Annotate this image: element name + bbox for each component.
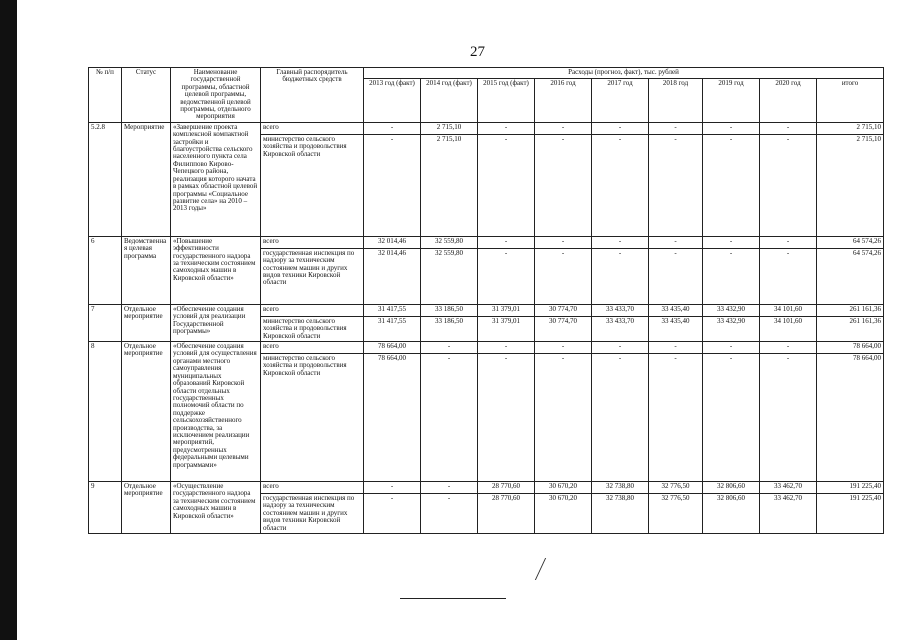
row-value: - (478, 354, 535, 482)
header-year: 2016 год (535, 79, 592, 123)
row-num: 7 (89, 304, 122, 341)
table-body (89, 68, 884, 534)
row-value: 33 433,70 (592, 304, 649, 316)
row-value: 28 770,60 (478, 494, 535, 534)
row-total: 261 161,36 (817, 304, 884, 316)
row-value: - (592, 134, 649, 236)
row-num: 6 (89, 236, 122, 304)
header-year: 2020 год (760, 79, 817, 123)
row-value: - (421, 494, 478, 534)
row-value: 32 806,60 (703, 494, 760, 534)
row-value: - (703, 134, 760, 236)
footer-rule (400, 598, 506, 599)
row-value: - (478, 236, 535, 248)
row-value: 32 776,50 (649, 482, 703, 494)
row-value: 33 432,90 (703, 316, 760, 341)
row-total: 78 664,00 (817, 354, 884, 482)
row-distributor: всего (261, 236, 364, 248)
row-value: 31 379,01 (478, 316, 535, 341)
row-value: - (649, 236, 703, 248)
header-year: 2019 год (703, 79, 760, 123)
row-total: 2 715,10 (817, 134, 884, 236)
row-value: 28 770,60 (478, 482, 535, 494)
row-value: - (364, 494, 421, 534)
expenses-table (88, 67, 884, 534)
row-value: - (760, 248, 817, 304)
row-value: - (592, 248, 649, 304)
row-value: - (592, 122, 649, 134)
row-total: 2 715,10 (817, 122, 884, 134)
header-year: 2017 год (592, 79, 649, 123)
header-status: Статус (122, 68, 171, 123)
row-distributor: министерство сельского хозяйства и продовольствия Кировской области (261, 354, 364, 482)
row-value: 32 014,46 (364, 236, 421, 248)
row-num: 8 (89, 342, 122, 482)
row-value: - (535, 354, 592, 482)
row-value: 33 435,40 (649, 304, 703, 316)
row-num: 9 (89, 482, 122, 534)
row-distributor: всего (261, 304, 364, 316)
row-status: Отдельное мероприятие (122, 342, 171, 482)
row-value: - (649, 134, 703, 236)
row-value: 33 186,50 (421, 316, 478, 341)
row-value: 32 806,60 (703, 482, 760, 494)
row-value: - (760, 354, 817, 482)
table-row (89, 122, 884, 134)
row-distributor: всего (261, 342, 364, 354)
row-status: Мероприятие (122, 122, 171, 236)
header-year: 2014 год (факт) (421, 79, 478, 123)
row-value: 30 670,20 (535, 494, 592, 534)
header-year: 2018 год (649, 79, 703, 123)
header-year: 2013 год (факт) (364, 79, 421, 123)
row-value: 31 379,01 (478, 304, 535, 316)
row-value: - (535, 134, 592, 236)
row-value: - (421, 354, 478, 482)
row-value: 32 014,46 (364, 248, 421, 304)
row-name: «Обеспечение создания условий для реализации Государственной программы» (171, 304, 261, 341)
row-value: - (649, 122, 703, 134)
row-total: 78 664,00 (817, 342, 884, 354)
row-num: 5.2.8 (89, 122, 122, 236)
row-value: 30 670,20 (535, 482, 592, 494)
pen-mark (535, 558, 558, 580)
row-value: 34 101,60 (760, 316, 817, 341)
header-distributor: Главный распорядитель бюджетных средств (261, 68, 364, 123)
table-row (89, 236, 884, 248)
row-value: - (703, 354, 760, 482)
row-value: 34 101,60 (760, 304, 817, 316)
row-value: 30 774,70 (535, 316, 592, 341)
row-name: «Обеспечение создания условий для осуществления органами местного самоуправления муниципальных образований Кировской области отдельных государственных полномочий области по поддержке сельскохозяйственного производства, за исключением реализации мероприятий, предусмотренных федеральными целевыми программами» (171, 342, 261, 482)
row-value: - (478, 134, 535, 236)
row-value: 33 433,70 (592, 316, 649, 341)
page-number: 27 (470, 44, 485, 60)
row-distributor: государственная инспекция по надзору за техническим состоянием машин и других видов техники Кировской области (261, 494, 364, 534)
row-total: 261 161,36 (817, 316, 884, 341)
row-value: 33 432,90 (703, 304, 760, 316)
row-value: 32 738,80 (592, 494, 649, 534)
row-value: 33 462,70 (760, 494, 817, 534)
row-total: 64 574,26 (817, 248, 884, 304)
table-row (89, 304, 884, 316)
row-value: - (703, 236, 760, 248)
scan-left-edge (0, 0, 17, 640)
row-value: - (703, 342, 760, 354)
header-num: № п/п (89, 68, 122, 123)
row-value: 32 559,80 (421, 236, 478, 248)
row-status: Отдельное мероприятие (122, 304, 171, 341)
row-value: - (649, 342, 703, 354)
row-value: - (703, 248, 760, 304)
header-year: 2015 год (факт) (478, 79, 535, 123)
row-value: - (364, 122, 421, 134)
row-value: - (592, 236, 649, 248)
row-status: Ведомственная целевая программа (122, 236, 171, 304)
row-value: - (535, 342, 592, 354)
row-distributor: всего (261, 482, 364, 494)
row-name: «Осуществление государственного надзора за техническим состоянием самоходных машин в Кировской области» (171, 482, 261, 534)
row-value: - (592, 342, 649, 354)
row-value: - (760, 134, 817, 236)
row-distributor: министерство сельского хозяйства и продовольствия Кировской области (261, 316, 364, 341)
table-row (89, 342, 884, 354)
row-value: - (535, 122, 592, 134)
row-value: 2 715,10 (421, 122, 478, 134)
header-row (89, 68, 884, 79)
header-year: итого (817, 79, 884, 123)
row-value: - (364, 482, 421, 494)
row-value: - (592, 354, 649, 482)
row-value: - (535, 248, 592, 304)
row-value: 33 462,70 (760, 482, 817, 494)
row-value: - (649, 248, 703, 304)
row-total: 191 225,40 (817, 494, 884, 534)
row-value: 32 776,50 (649, 494, 703, 534)
row-value: 31 417,55 (364, 316, 421, 341)
row-value: 33 186,50 (421, 304, 478, 316)
row-value: - (535, 236, 592, 248)
row-distributor: всего (261, 122, 364, 134)
row-status: Отдельное мероприятие (122, 482, 171, 534)
row-value: 78 664,00 (364, 354, 421, 482)
row-total: 64 574,26 (817, 236, 884, 248)
row-distributor: министерство сельского хозяйства и продовольствия Кировской области (261, 134, 364, 236)
row-value: - (760, 236, 817, 248)
row-value: - (364, 134, 421, 236)
header-name: Наименование государственной программы, областной целевой программы, ведомственной целевой программы, отдельного мероприятия (171, 68, 261, 123)
row-value: - (478, 122, 535, 134)
row-value: - (703, 122, 760, 134)
row-value: - (649, 354, 703, 482)
row-value: 78 664,00 (364, 342, 421, 354)
row-total: 191 225,40 (817, 482, 884, 494)
row-value: - (760, 122, 817, 134)
row-value: - (478, 248, 535, 304)
row-value: 31 417,55 (364, 304, 421, 316)
row-value: - (421, 342, 478, 354)
row-value: 32 738,80 (592, 482, 649, 494)
header-expenses: Расходы (прогноз, факт), тыс. рублей (364, 68, 884, 79)
row-value: 2 715,10 (421, 134, 478, 236)
table-row (89, 482, 884, 494)
row-name: «Повышение эффективности государственного надзора за техническим состоянием самоходных машин в Кировской области» (171, 236, 261, 304)
row-value: 30 774,70 (535, 304, 592, 316)
row-name: «Завершение проекта комплексной компактной застройки и благоустройства сельского населенного пункта села Филиппово Кирово-Чепецкого района, реализация которого начата в рамках областной целевой программы «Социальное развитие села» на 2010 – 2013 годы» (171, 122, 261, 236)
row-value: 32 559,80 (421, 248, 478, 304)
row-distributor: государственная инспекция по надзору за техническим состоянием машин и других видов техники Кировской области (261, 248, 364, 304)
row-value: 33 435,40 (649, 316, 703, 341)
row-value: - (478, 342, 535, 354)
row-value: - (421, 482, 478, 494)
row-value: - (760, 342, 817, 354)
